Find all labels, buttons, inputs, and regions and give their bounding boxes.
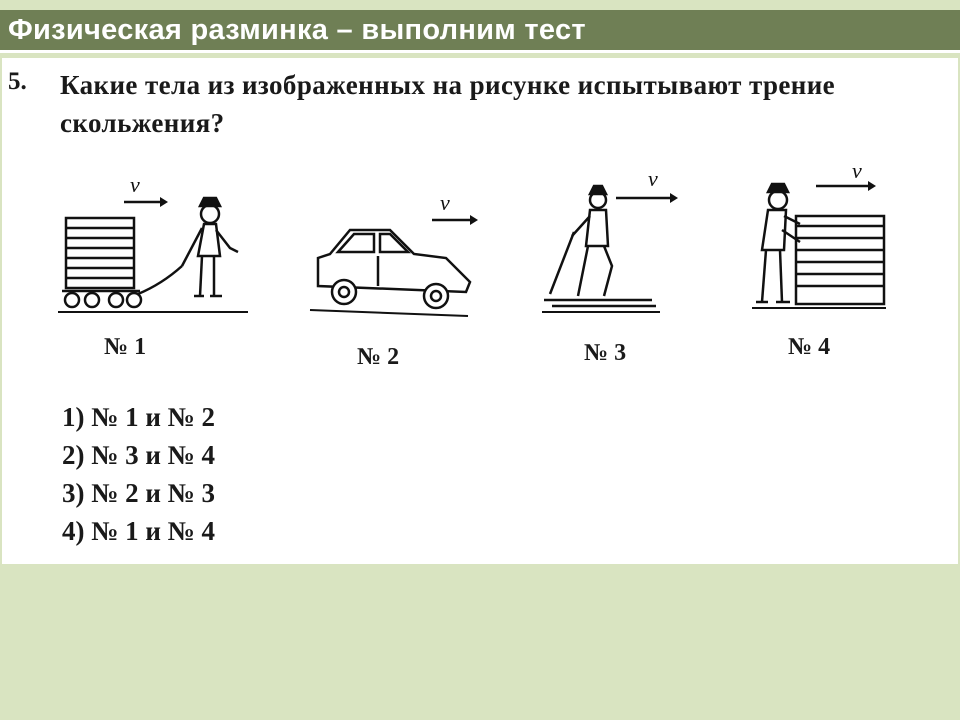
velocity-label-2: v (440, 190, 450, 215)
person-pulling (182, 198, 238, 296)
velocity-label-1: v (130, 172, 140, 197)
figure-2-car (304, 186, 504, 326)
velocity-arrow-3 (616, 193, 678, 203)
answer-option-4[interactable]: 4) № 1 и № 4 (62, 516, 216, 546)
question-number: 5. (8, 68, 27, 95)
slide-header (0, 0, 960, 56)
figure-1-cart-pulled (52, 166, 252, 326)
figure-1-label: № 1 (104, 334, 147, 360)
answer-option-2[interactable]: 2) № 3 и № 4 (62, 440, 216, 470)
velocity-arrow-2 (432, 215, 478, 225)
velocity-label-3: v (648, 166, 658, 191)
question-text: Какие тела из изображенных на рисунке испытывают трение скольжения? (60, 70, 836, 138)
question-sheet (2, 58, 958, 564)
figure-4-box-pushed (746, 158, 906, 318)
cart (62, 218, 182, 307)
answer-option-3[interactable]: 3) № 2 и № 3 (62, 478, 216, 508)
person-pushing (756, 184, 800, 302)
figure-4-label: № 4 (788, 334, 831, 360)
figure-2-label: № 2 (357, 344, 400, 370)
slide-title: Физическая разминка – выполним тест (8, 14, 586, 46)
ground-2 (310, 310, 468, 316)
velocity-arrow-4 (816, 181, 876, 191)
velocity-arrow-1 (124, 197, 168, 207)
velocity-label-4: v (852, 158, 862, 183)
answer-option-1[interactable]: 1) № 1 и № 2 (62, 402, 216, 432)
car (318, 230, 470, 308)
figure-3-label: № 3 (584, 340, 627, 366)
answer-options (62, 398, 215, 550)
figure-3-skier (538, 166, 698, 326)
skier (544, 186, 656, 306)
box (796, 216, 884, 304)
